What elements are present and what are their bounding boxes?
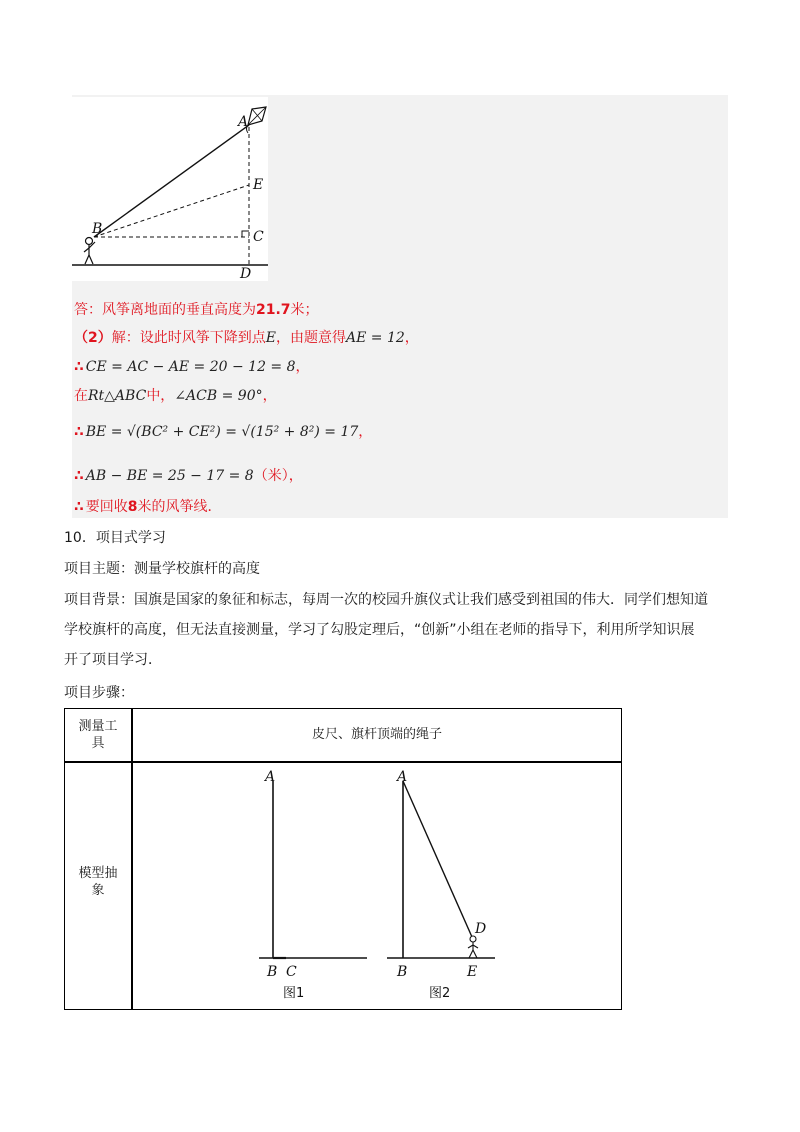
equation-be: BE = √(BC² + CE²) = √(15² + 8²) = 17 xyxy=(85,424,359,440)
tools-label-line-2: 具 xyxy=(91,736,105,751)
label-b: B xyxy=(92,221,103,237)
person-icon xyxy=(84,238,95,265)
angle-acb: ∠ACB = 90° xyxy=(174,388,263,404)
figure-2 xyxy=(387,769,495,1001)
unit-meter: （米） xyxy=(253,468,289,484)
equation-ae: AE = 12 xyxy=(345,330,405,346)
answer-line-6 xyxy=(74,466,303,486)
background-line-3: 开了项目学习． xyxy=(64,652,162,668)
fig2-label-d: D xyxy=(475,921,487,937)
background-line-1: 项目背景：国旗是国家的象征和标志，每周一次的校园升旗仪式让我们感受到祖国的伟大．同学们想知道 xyxy=(64,592,708,608)
steps-label: 项目步骤： xyxy=(64,685,134,701)
fig1-label-b: B xyxy=(267,964,278,980)
line-be xyxy=(94,185,249,237)
fig2-person-icon xyxy=(468,936,478,958)
therefore-symbol: ∴ xyxy=(74,468,84,484)
solution-text-mid: ，由题意得 xyxy=(275,330,346,346)
project-steps-table xyxy=(64,708,622,1010)
equation-ab-be: AB − BE = 25 − 17 = 8 xyxy=(85,468,254,484)
part-2-label: （2） xyxy=(74,330,112,346)
fig2-caption: 图2 xyxy=(429,986,451,1001)
text-mid: 中， xyxy=(146,388,175,404)
point-e: E xyxy=(265,330,276,346)
fig1-caption: 图1 xyxy=(283,986,305,1001)
therefore-symbol: ∴ xyxy=(74,499,84,515)
project-theme: 项目主题：测量学校旗杆的高度 xyxy=(64,561,260,577)
label-a: A xyxy=(238,114,249,130)
conclusion-text: 要回收 xyxy=(85,499,128,515)
problem-title: 10．项目式学习 xyxy=(64,530,166,546)
right-angle-mark xyxy=(242,231,249,237)
answer-line-5 xyxy=(74,422,372,442)
label-c: C xyxy=(253,229,264,245)
flagpole-diagrams xyxy=(133,763,619,1009)
punct: ， xyxy=(404,330,419,346)
equation-ce: CE = AC − AE = 20 − 12 = 8 xyxy=(85,359,296,375)
kite-diagram xyxy=(72,97,268,281)
tools-label-line-1: 测量工 xyxy=(78,719,118,734)
fig1-label-a: A xyxy=(265,769,276,785)
answer-line-7 xyxy=(74,497,222,517)
label-d: D xyxy=(240,266,252,281)
line-ba xyxy=(94,125,249,237)
therefore-symbol: ∴ xyxy=(74,424,84,440)
model-label-line-1: 模型抽 xyxy=(78,866,118,881)
figure-1 xyxy=(259,769,367,1001)
model-figures xyxy=(133,763,619,1013)
answer-text: 答：风筝离地面的垂直高度为 xyxy=(74,302,256,318)
answer-line-4 xyxy=(74,386,277,406)
text-in: 在 xyxy=(74,388,88,404)
punct: ， xyxy=(262,388,277,404)
answer-line-1 xyxy=(74,300,319,320)
fig2-label-b: B xyxy=(397,964,408,980)
conclusion-value: 8 xyxy=(127,499,138,515)
model-label-line-2: 象 xyxy=(91,883,105,898)
answer-unit: 米； xyxy=(290,302,319,318)
fig2-rope xyxy=(403,781,472,937)
triangle-abc: Rt△ABC xyxy=(88,388,147,404)
conclusion-suffix: 米的风筝线． xyxy=(137,499,222,515)
kite-figure xyxy=(72,97,268,281)
cell-tools-value: 皮尺、旗杆顶端的绳子 xyxy=(311,727,442,742)
punct: ， xyxy=(288,468,303,484)
fig2-label-a: A xyxy=(397,769,408,785)
label-e: E xyxy=(253,177,264,193)
punct: ， xyxy=(358,424,373,440)
answer-line-3 xyxy=(74,357,310,377)
background-line-2: 学校旗杆的高度，但无法直接测量，学习了勾股定理后，“创新”小组在老师的指导下，利用所学知识展 xyxy=(64,622,695,638)
cell-tools-label xyxy=(65,718,131,752)
fig1-label-c: C xyxy=(286,964,297,980)
answer-height-value: 21.7 xyxy=(256,302,291,318)
project-background xyxy=(64,585,734,675)
fig2-label-e: E xyxy=(467,964,478,980)
cell-model-label xyxy=(65,865,131,899)
therefore-symbol: ∴ xyxy=(74,359,84,375)
punct: ， xyxy=(295,359,310,375)
answer-line-2 xyxy=(74,328,419,348)
solution-text: 解：设此时风筝下降到点 xyxy=(111,330,266,346)
